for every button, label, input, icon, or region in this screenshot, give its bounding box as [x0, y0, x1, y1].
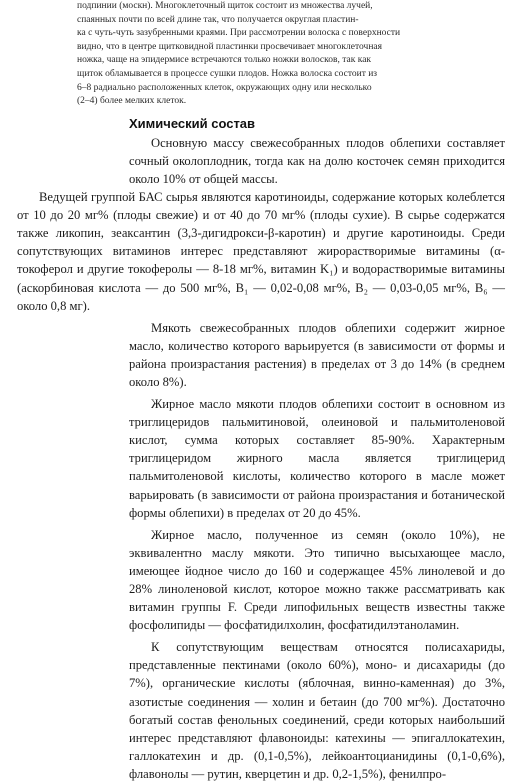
intro-line: (2–4) более мелких клеток.	[77, 96, 187, 107]
intro-line: щиток обламывается в процессе сушки плодов. Ножка волоска состоит из	[77, 68, 378, 79]
section-heading: Химический состав	[129, 115, 256, 131]
paragraph-accompanying-substances: К сопутствующим веществам относятся полисахариды, представленные пектинами (около 60%), моно- и дисахариды (до 7%), органические кислоты (яблочная, винно-каменная) до 3%, азотистые соединения — холин и бетаин (до 700 мг%). Достаточно богатый состав фенольных соединений, среди которых наибольший интерес представляют флавоноиды: катехины — эпигаллокатехин, галлокатехин и др. (0,1-0,5%), лейкоантоцианидины (0,1-0,6%), флавонолы — рутин, кверцетин и др. 0,2-1,5%), фенилпро-	[129, 640, 505, 781]
paragraph-triglycerides: Жирное масло мякоти плодов облепихи состоит в основном из триглицеридов пальмитиновой, олеиновой и пальмитоленовой кислот, сумма которых составляет 85-90%. Характерным триглицеридом жирного масла является триглицерид пальмитоленовой кислоты, количество которого в масле может варьировать (в зависимости от района произрастания и ботанической формы облепихи) в пределах от 20 до 45%.	[129, 397, 505, 520]
intro-line: ножка, чаще на эпидермисе встречаются только ножки волосков, так как	[77, 55, 372, 66]
paragraph-seed-oil: Жирное масло, полученное из семян (около 10%), не эквивалентно маслу мякоти. Это типично высыхающее масло, имеющее йодное число до 160 и содержащее 45% линолевой и до 28% линоленовой кислот, которое можно также рассматривать как витамин группы F. Среди липофильных веществ известны также фосфолипиды — фосфатидилхолин, фосфатидилэтаноламин.	[129, 527, 505, 633]
paragraph-pulp-composition: Основную массу свежесобранных плодов облепихи составляет сочный околоплодник, тогда как на долю косточек семян приходится около 10% от общей массы.	[129, 135, 505, 186]
intro-paragraph	[77, 0, 497, 109]
intro-line: 6–8 радиально расположенных клеток, окружающих одну или несколько	[77, 82, 372, 93]
paragraph-carotenoids: Ведущей группой БАС сырья являются каротиноиды, содержание которых колеблется от 10 до 20 мг% (плоды свежие) и от 40 до 70 мг% (плоды сухие). В сырье содержатся также ликопин, зеаксантин (3,3-дигидрокси-β-каротин) и другие каротиноиды. Среди сопутствующих витаминов интерес представляют жирорастворимые витамины (α-токоферол и другие токоферолы — 8-18 мг%, витамин K₁) и водорастворимые витамины (аскорбиновая кислота — до 500 мг%, B₁ — 0,02-0,08 мг%, B₂ — 0,03-0,05 мг%, B₆ — около 0,8 мг).	[17, 190, 505, 313]
paragraph-fatty-oil-content: Мякоть свежесобранных плодов облепихи содержит жирное масло, количество которого варьируется (в зависимости от формы и района произрастания растения) в пределах от 3 до 14% (в среднем около 8%).	[129, 320, 505, 389]
intro-line: видно, что в центре щитковидной пластинки просвечивает многоклеточная	[77, 41, 382, 52]
intro-line: спаянных почти по всей длине так, что получается округлая пластин-	[77, 14, 359, 25]
intro-line: ка с чуть-чуть зазубренными краями. При рассмотрении волоска с поверхности	[77, 28, 401, 39]
intro-line: подпинии (москн). Многоклеточный щиток состоит из множества лучей,	[77, 1, 373, 11]
